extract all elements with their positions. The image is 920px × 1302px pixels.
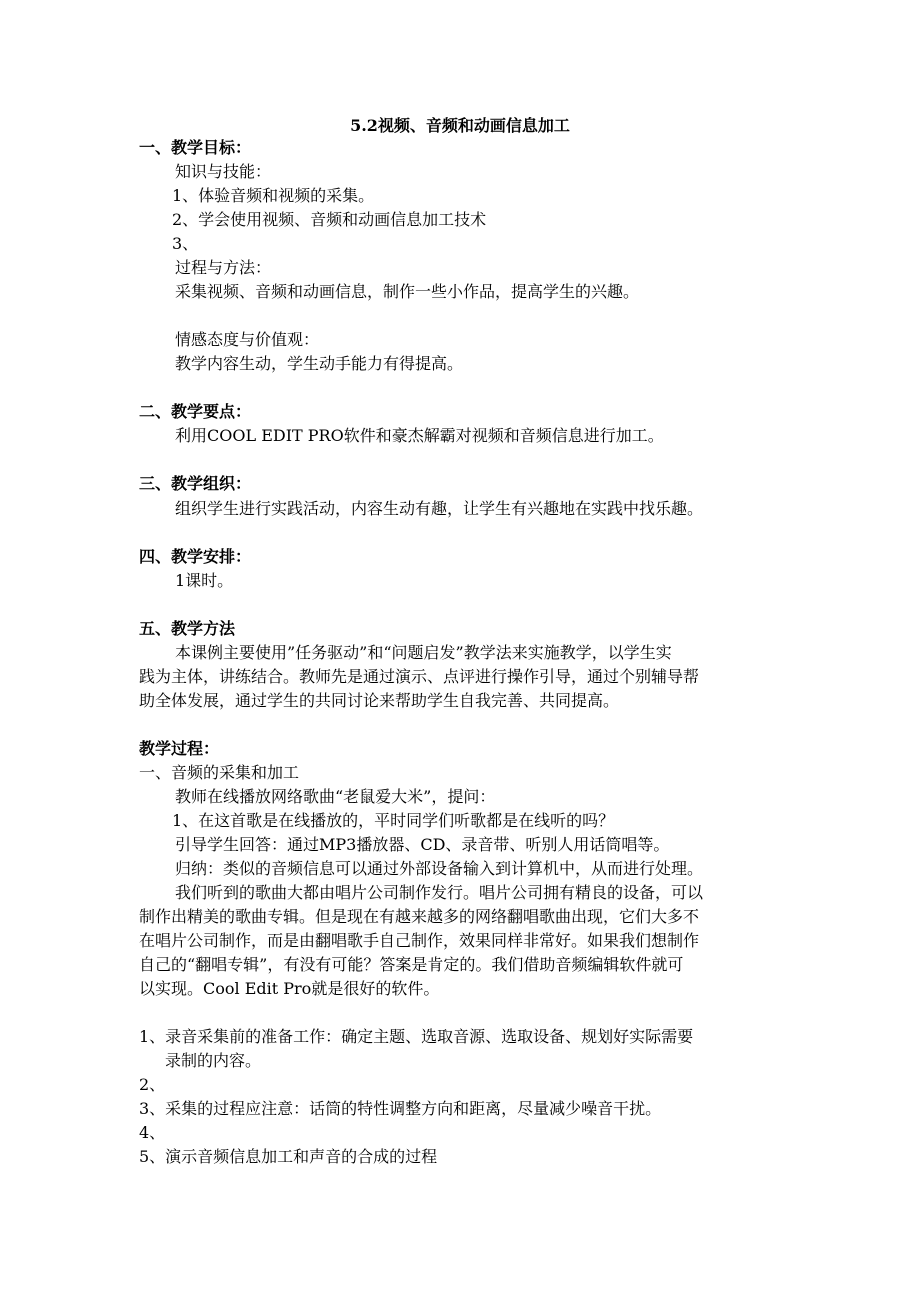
list-item: 2、 [139,1075,166,1094]
paragraph-line: 践为主体，讲练结合。教师先是通过演示、点评进行操作引导，通过个别辅导帮 [139,667,700,686]
paragraph: 利用COOL EDIT PRO软件和豪杰解霸对视频和音频信息进行加工。 [175,426,664,445]
section-heading: 二、教学要点： [139,402,252,421]
paragraph-line: 在唱片公司制作，而是由翻唱歌手自己制作，效果同样非常好。如果我们想制作 [139,931,700,950]
list-item: 5、演示音频信息加工和声音的合成的过程 [139,1147,438,1166]
paragraph: 1课时。 [175,571,234,590]
paragraph-line: 制作出精美的歌曲专辑。但是现在有越来越多的网络翻唱歌曲出现，它们大多不 [139,907,700,926]
document-title: 5.2视频、音频和动画信息加工 [350,116,570,135]
section-heading: 四、教学安排： [139,547,252,566]
list-item: 3、 [172,234,199,253]
section-heading: 教学过程： [139,739,220,758]
list-item: 2、学会使用视频、音频和动画信息加工技术 [172,210,487,229]
section-heading: 一、教学目标： [139,138,252,157]
paragraph: 教学内容生动，学生动手能力有得提高。 [175,354,464,373]
list-item: 1、体验音频和视频的采集。 [172,186,375,205]
subheading: 知识与技能： [175,162,272,181]
paragraph-line: 以实现。Cool Edit Pro就是很好的软件。 [139,979,440,998]
paragraph: 组织学生进行实践活动，内容生动有趣，让学生有兴趣地在实践中找乐趣。 [175,499,704,518]
paragraph: 教师在线播放网络歌曲“老鼠爱大米”，提问： [175,787,496,806]
subheading: 一、音频的采集和加工 [139,763,300,782]
paragraph-line: 我们听到的歌曲大都由唱片公司制作发行。唱片公司拥有精良的设备，可以 [175,883,704,902]
list-item: 1、录音采集前的准备工作：确定主题、选取音源、选取设备、规划好实际需要 [139,1027,694,1046]
paragraph-line: 自己的“翻唱专辑”，有没有可能？答案是肯定的。我们借助音频编辑软件就可 [139,955,684,974]
list-item: 4、 [139,1123,166,1142]
paragraph: 1、在这首歌是在线播放的，平时同学们听歌都是在线听的吗？ [172,811,615,830]
section-heading: 三、教学组织： [139,474,252,493]
subheading: 过程与方法： [175,258,272,277]
paragraph: 引导学生回答：通过MP3播放器、CD、录音带、听别人用话筒唱等。 [175,835,670,854]
subheading: 情感态度与价值观： [175,330,320,349]
paragraph: 采集视频、音频和动画信息，制作一些小作品，提高学生的兴趣。 [175,282,640,301]
list-item: 3、采集的过程应注意：话筒的特性调整方向和距离，尽量减少噪音干扰。 [139,1099,662,1118]
paragraph-line: 助全体发展，通过学生的共同讨论来帮助学生自我完善、共同提高。 [139,691,620,710]
section-heading: 五、教学方法 [139,619,236,638]
list-item-continuation: 录制的内容。 [165,1051,262,1070]
paragraph-line: 本课例主要使用”任务驱动”和“问题启发”教学法来实施教学，以学生实 [175,643,672,662]
paragraph: 归纳：类似的音频信息可以通过外部设备输入到计算机中，从而进行处理。 [175,859,704,878]
